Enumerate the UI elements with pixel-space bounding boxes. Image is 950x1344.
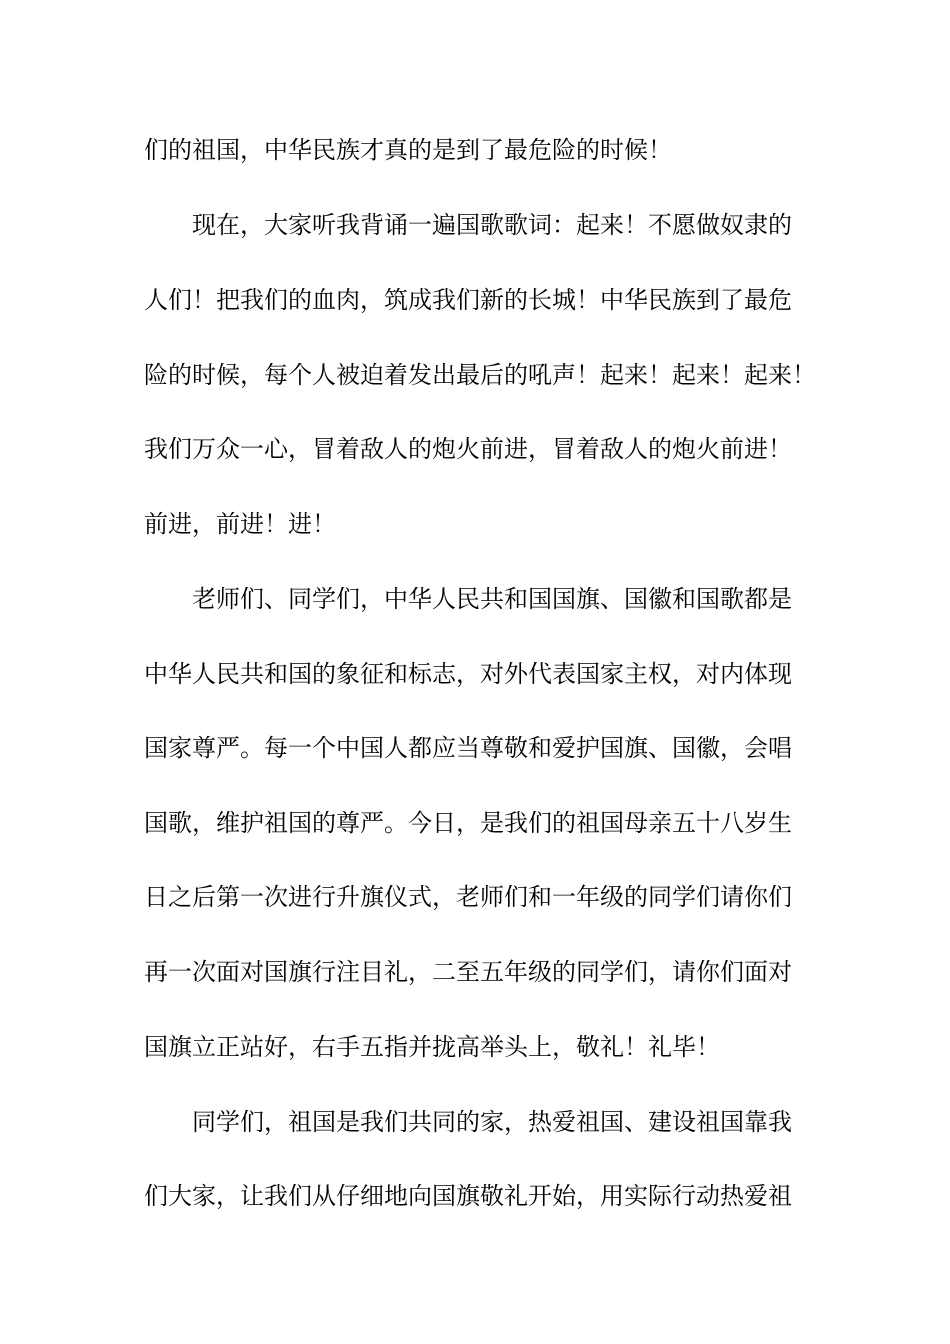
paragraph-start-line: 同学们，祖国是我们共同的家，热爱祖国、建设祖国靠我 — [192, 1108, 792, 1136]
text-line: 国旗立正站好，右手五指并拢高举头上，敬礼！礼毕！ — [144, 1033, 720, 1061]
text-line: 前进，前进！进！ — [144, 510, 336, 538]
text-line: 国家尊严。每一个中国人都应当尊敬和爱护国旗、国徽，会唱 — [144, 734, 792, 762]
text-line: 日之后第一次进行升旗仪式，老师们和一年级的同学们请你们 — [144, 883, 792, 911]
paragraph-start-line: 老师们、同学们，中华人民共和国国旗、国徽和国歌都是 — [192, 585, 792, 613]
text-line: 再一次面对国旗行注目礼，二至五年级的同学们，请你们面对 — [144, 958, 792, 986]
text-line: 人们！把我们的血肉，筑成我们新的长城！中华民族到了最危 — [144, 286, 792, 314]
text-line: 险的时候，每个人被迫着发出最后的吼声！起来！起来！起来！ — [144, 361, 816, 389]
text-line: 们的祖国，中华民族才真的是到了最危险的时候！ — [144, 136, 672, 164]
text-line: 国歌，维护祖国的尊严。今日，是我们的祖国母亲五十八岁生 — [144, 809, 792, 837]
text-line: 们大家，让我们从仔细地向国旗敬礼开始，用实际行动热爱祖 — [144, 1182, 792, 1210]
text-line: 我们万众一心，冒着敌人的炮火前进，冒着敌人的炮火前进！ — [144, 435, 792, 463]
text-line: 中华人民共和国的象征和标志，对外代表国家主权，对内体现 — [144, 660, 792, 688]
paragraph-start-line: 现在，大家听我背诵一遍国歌歌词：起来！不愿做奴隶的 — [192, 211, 792, 239]
